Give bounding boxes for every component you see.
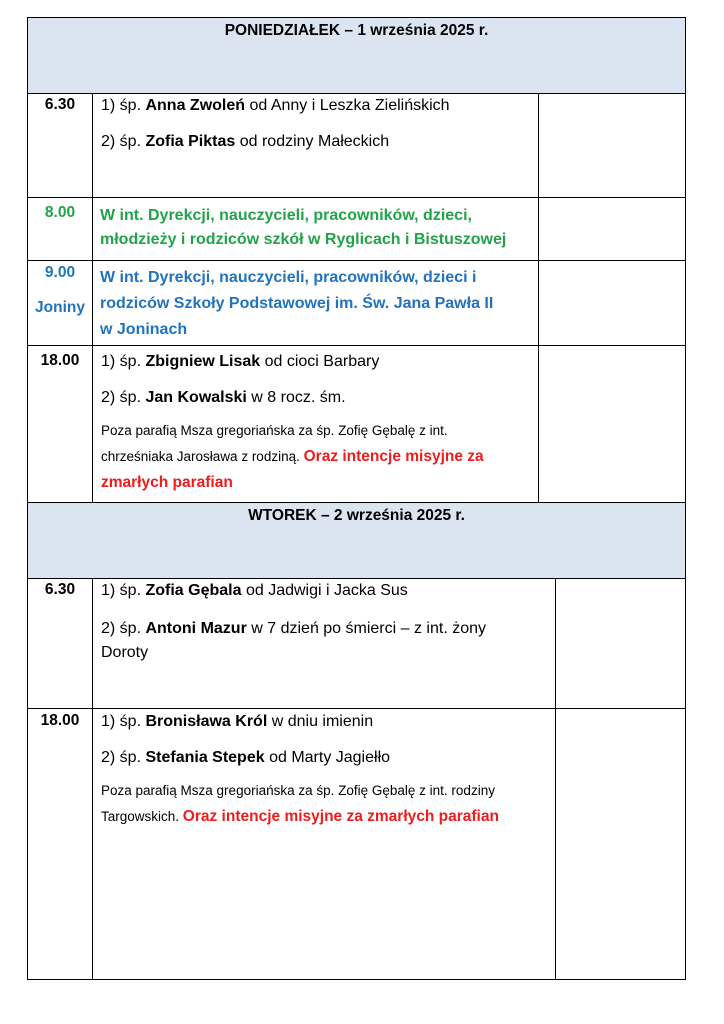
column-divider [92,93,93,503]
mass-place: Joniny [35,299,85,316]
row-divider [27,708,686,709]
row-divider [27,578,686,579]
mass-time: 18.00 [40,712,80,729]
gregorian-note: Poza parafią Msza gregoriańska za śp. Zofię Gębalę z int. rodziny Targowskich. Oraz intencje misyjne za zmarłych parafian [101,783,499,825]
row-divider [27,93,686,94]
mass-time: 6.30 [44,96,76,113]
mass-time: 6.30 [44,581,76,598]
table-border-left [27,17,28,980]
day2-title: WTOREK – 2 września 2025 r. [248,507,465,524]
school-intention: W int. Dyrekcji, nauczycieli, pracowników, dzieci, młodzieży i rodziców szkół w Ryglicach i Bistuszowej [100,207,507,248]
intention-1: 1) śp. Zbigniew Lisak od cioci Barbary [101,353,380,370]
row-divider [27,197,686,198]
row-divider [27,502,686,503]
joniny-intention: W int. Dyrekcji, nauczycieli, pracowników, dzieci i rodziców Szkoły Podstawowej im. Św. Jana Pawła II w Joninach [100,269,494,338]
mass-time: 9.00 [44,264,76,281]
intention-2: 2) śp. Zofia Piktas od rodziny Małeckich [101,133,390,150]
intention-1: 1) śp. Anna Zwoleń od Anny i Leszka Zielińskich [101,97,450,114]
intention-1: 1) śp. Zofia Gębala od Jadwigi i Jacka Sus [101,582,408,599]
intention-2: 2) śp. Stefania Stepek od Marty Jagiełło [101,749,391,766]
table-border-top [27,17,686,18]
column-divider [555,578,556,980]
table-border-right [685,17,686,980]
day1-title: PONIEDZIAŁEK – 1 września 2025 r. [224,22,489,39]
gregorian-note: Poza parafią Msza gregoriańska za śp. Zofię Gębalę z int. chrześniaka Jarosława z rodziną. Oraz intencje misyjne za zmarłych parafian [101,423,484,491]
intention-1: 1) śp. Bronisława Król w dniu imienin [101,713,374,730]
mass-time: 8.00 [44,204,76,221]
mass-time: 18.00 [40,352,80,369]
intention-2: 2) śp. Jan Kowalski w 8 rocz. śm. [101,389,346,406]
row-divider [27,260,686,261]
intention-2: 2) śp. Antoni Mazur w 7 dzień po śmierci – z int. żony Doroty [101,620,487,661]
column-divider [92,578,93,980]
row-divider [27,345,686,346]
table-border-bottom [27,979,686,980]
column-divider [538,93,539,503]
